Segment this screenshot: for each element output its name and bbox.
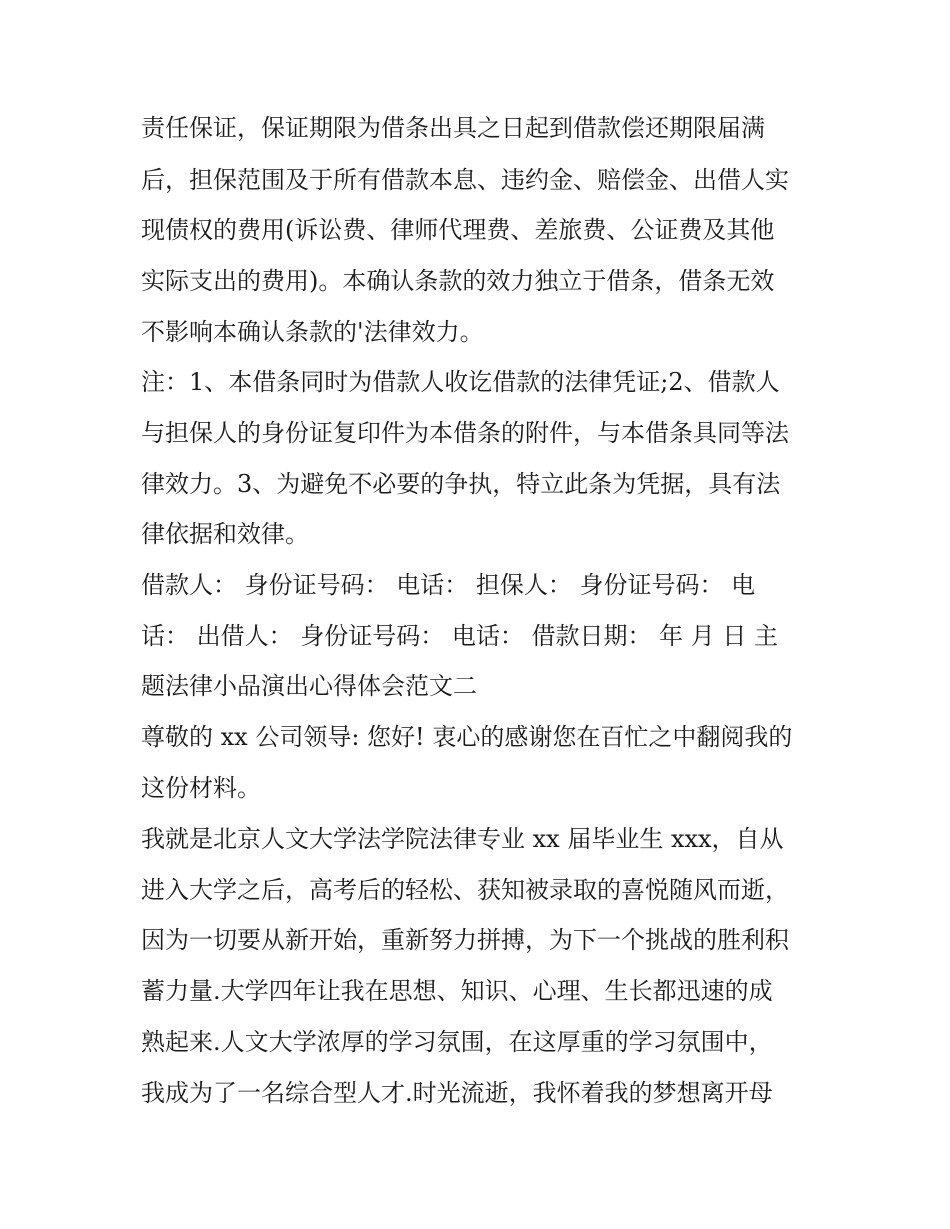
text-line: 律依据和效律。 (141, 520, 309, 548)
text-line: 借款人： 身份证号码： 电话： 担保人： 身份证号码： 电 (141, 571, 756, 599)
text-line: 进入大学之后，高考后的轻松、获知被录取的喜悦随风而逝， (141, 876, 789, 904)
text-line: 后，担保范围及于所有借款本息、违约金、赔偿金、出借人实 (141, 166, 789, 194)
text-line: 蓄力量.大学四年让我在思想、知识、心理、生长都迅速的成 (141, 977, 773, 1005)
text-line: 尊敬的 xx 公司领导: 您好! 衷心的感谢您在百忙之中翻阅我的 (141, 723, 793, 751)
text-line: 我成为了一名综合型人才.时光流逝，我怀着我的梦想离开母 (141, 1079, 773, 1107)
text-line: 与担保人的身份证复印件为本借条的附件，与本借条具同等法 (141, 419, 789, 447)
text-line: 话： 出借人： 身份证号码： 电话： 借款日期： 年 月 日 主 (141, 622, 779, 650)
text-line: 这份材料。 (141, 774, 261, 802)
text-line: 律效力。3、为避免不必要的争执，特立此条为凭据，具有法 (141, 470, 781, 498)
text-line: 我就是北京人文大学法学院法律专业 xx 届毕业生 xxx，自从 (141, 825, 784, 853)
text-line: 不影响本确认条款的'法律效力。 (141, 318, 484, 346)
text-line: 注：1、本借条同时为借款人收讫借款的法律凭证;2、借款人 (141, 368, 780, 396)
section-heading: 题法律小品演出心得体会范文二 (141, 672, 477, 700)
text-line: 熟起来.人文大学浓厚的学习氛围，在这厚重的学习氛围中， (141, 1028, 773, 1056)
text-line: 现债权的费用(诉讼费、律师代理费、差旅费、公证费及其他 (141, 216, 775, 244)
text-line: 因为一切要从新开始，重新努力拼搏，为下一个挑战的胜利积 (141, 926, 789, 954)
text-line: 责任保证，保证期限为借条出具之日起到借款偿还期限届满 (141, 114, 765, 142)
text-line: 实际支出的费用)。本确认条款的效力独立于借条，借条无效 (141, 267, 775, 295)
